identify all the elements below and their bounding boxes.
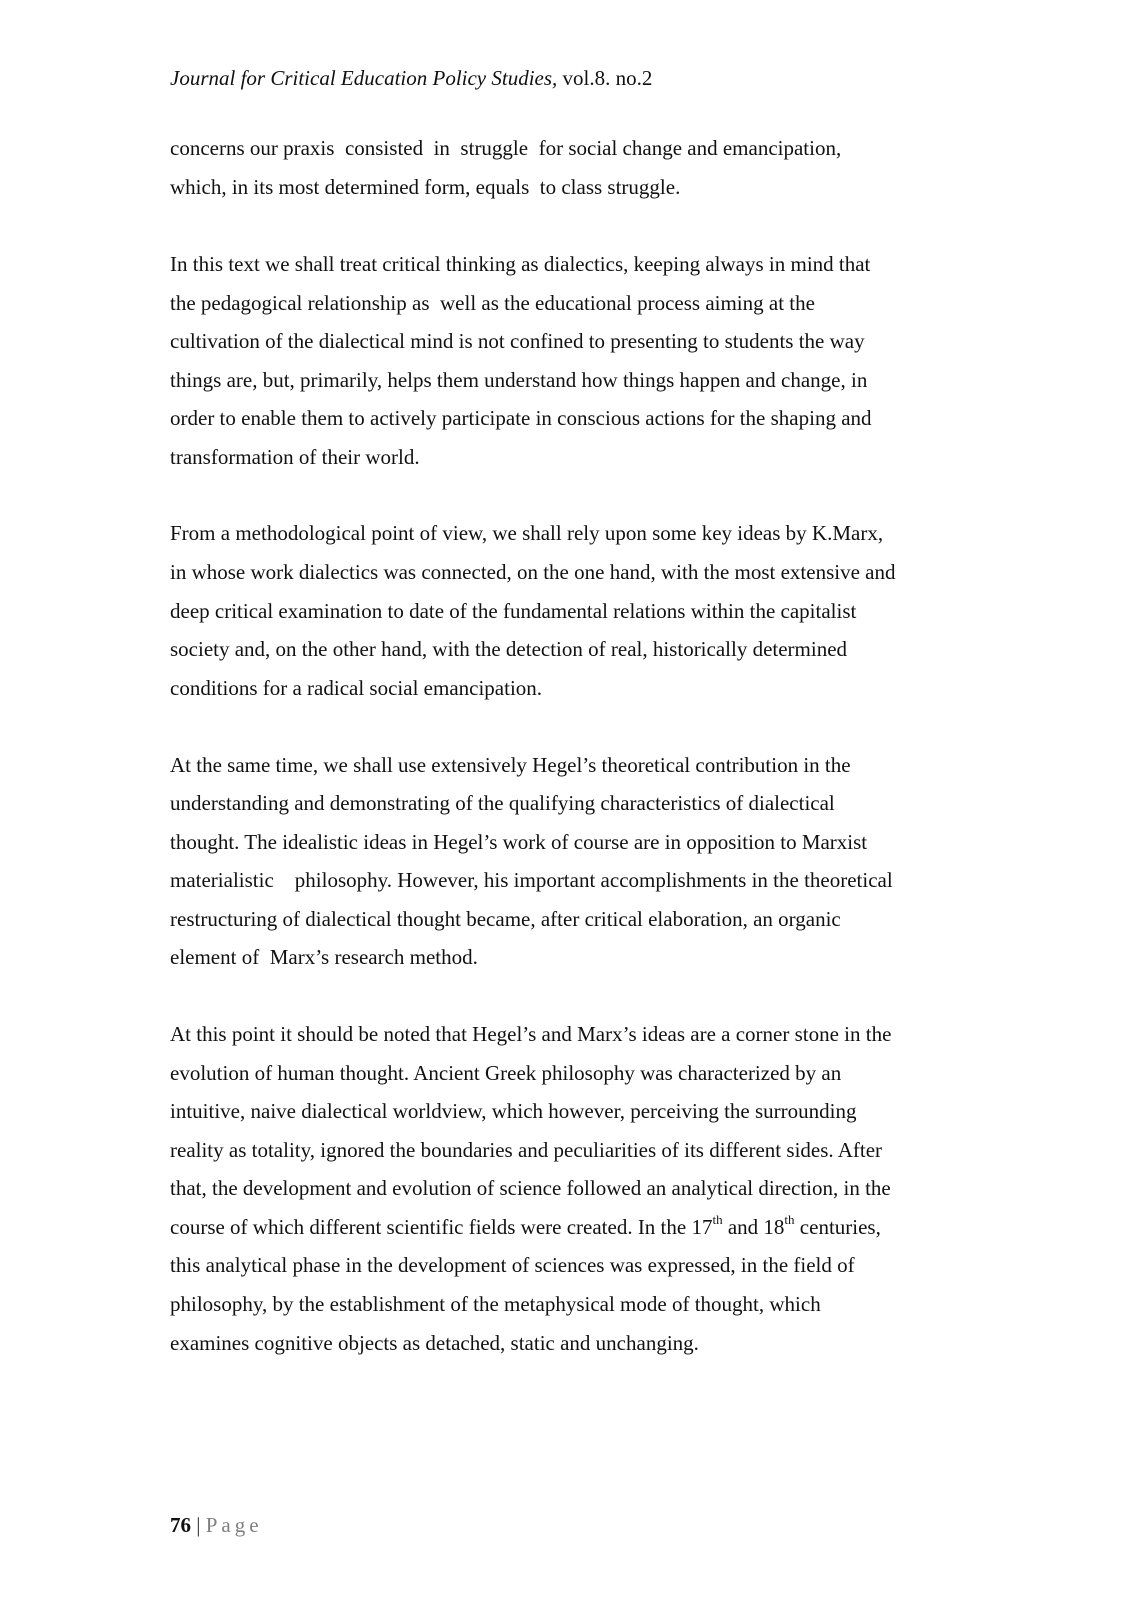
paragraph-4-line-4: materialistic philosophy. However, his important accomplishments in the theoretical [170,868,893,892]
journal-title: Journal for Critical Education Policy Studies, [170,66,558,90]
running-header [170,64,652,92]
paragraph-4-line-6: element of Marx’s research method. [170,945,478,969]
paragraph-5-line-2: evolution of human thought. Ancient Greek philosophy was characterized by an [170,1061,842,1085]
paragraph-5-line-9: examines cognitive objects as detached, static and unchanging. [170,1331,699,1355]
paragraph-3-line-1: From a methodological point of view, we shall rely upon some key ideas by K.Marx, [170,521,884,545]
paragraph-2-line-2: the pedagogical relationship as well as the educational process aiming at the [170,291,815,315]
superscript-th-1: th [712,1212,723,1227]
paragraph-5-line-7: this analytical phase in the development of sciences was expressed, in the field of [170,1253,855,1277]
paragraph-3-line-5: conditions for a radical social emancipation. [170,676,543,700]
journal-issue: vol.8. no.2 [557,66,653,90]
paragraph-5-line-3: intuitive, naive dialectical worldview, which however, perceiving the surrounding [170,1099,857,1123]
paragraph-4-line-2: understanding and demonstrating of the qualifying characteristics of dialectical [170,791,835,815]
footer-separator: | [191,1513,206,1537]
paragraph-5-line-4: reality as totality, ignored the boundaries and peculiarities of its different sides. After [170,1138,883,1162]
paragraph-1-line-2: which, in its most determined form, equals to class struggle. [170,175,681,199]
paragraph-2-line-1: In this text we shall treat critical thinking as dialectics, keeping always in mind that [170,252,871,276]
paragraph-2-line-4: things are, but, primarily, helps them understand how things happen and change, in [170,368,868,392]
paragraph-3-line-2: in whose work dialectics was connected, on the one hand, with the most extensive and [170,560,896,584]
page-label: Page [205,1513,263,1537]
paragraph-5-line-1: At this point it should be noted that Hegel’s and Marx’s ideas are a corner stone in the [170,1022,892,1046]
paragraph-2-line-3: cultivation of the dialectical mind is not confined to presenting to students the way [170,329,865,353]
paragraph-2-line-5: order to enable them to actively participate in conscious actions for the shaping and [170,406,872,430]
paragraph-4-line-3: thought. The idealistic ideas in Hegel’s work of course are in opposition to Marxist [170,830,868,854]
paragraph-4-line-5: restructuring of dialectical thought became, after critical elaboration, an organic [170,907,841,931]
centuries-text-pre: course of which different scientific fields were created. In the 17 [170,1215,713,1239]
paragraph-5-line-5: that, the development and evolution of science followed an analytical direction, in the [170,1176,891,1200]
paragraph-5-line-6 [170,1213,881,1241]
paragraph-3-line-3: deep critical examination to date of the fundamental relations within the capitalist [170,599,857,623]
paragraph-1-line-1: concerns our praxis consisted in struggle for social change and emancipation, [170,136,842,160]
paragraph-4-line-1: At the same time, we shall use extensively Hegel’s theoretical contribution in the [170,753,851,777]
superscript-th-2: th [784,1212,795,1227]
paragraph-5-line-8: philosophy, by the establishment of the metaphysical mode of thought, which [170,1292,821,1316]
paragraph-3-line-4: society and, on the other hand, with the detection of real, historically determined [170,637,848,661]
page-footer [170,1511,263,1539]
paragraph-2-line-6: transformation of their world. [170,445,420,469]
centuries-text-post: centuries, [794,1215,881,1239]
centuries-text-mid: and 18 [722,1215,785,1239]
page-number: 76 [170,1513,191,1537]
